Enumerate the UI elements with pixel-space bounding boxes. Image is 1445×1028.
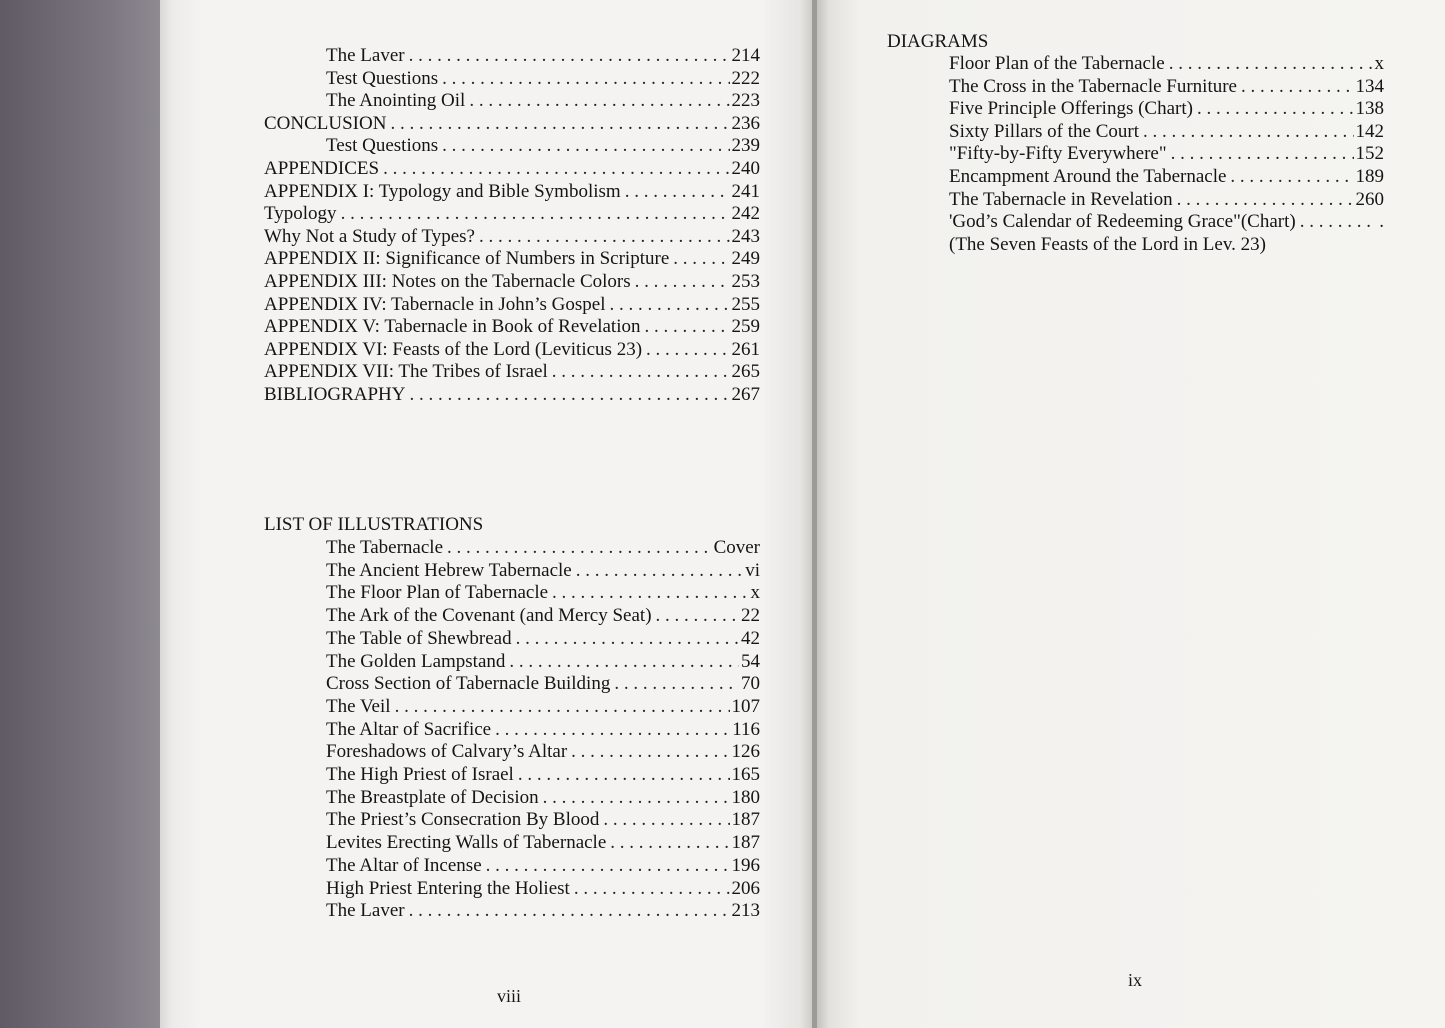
contents-entry <box>264 294 760 316</box>
contents-entry <box>326 135 760 157</box>
entry-title: Cross Section of Tabernacle Building <box>326 673 611 695</box>
leader-dots <box>552 361 730 383</box>
entry-title: Encampment Around the Tabernacle <box>949 166 1227 187</box>
illustration-entry <box>326 719 760 741</box>
diagrams-heading: DIAGRAMS <box>887 31 989 52</box>
diagram-entry <box>949 76 1384 98</box>
leader-dots <box>610 294 730 316</box>
contents-entry <box>264 113 760 135</box>
leader-dots <box>495 719 730 741</box>
page-number-right: ix <box>1128 970 1143 990</box>
contents-entry <box>264 271 760 293</box>
entry-title: The Laver <box>326 45 405 66</box>
entry-title: Test Questions <box>326 135 439 157</box>
entry-page-number: 54 <box>741 650 760 672</box>
entry-title: APPENDIX II: Significance of Numbers in Scripture <box>264 248 670 270</box>
entry-title: The Ark of the Covenant (and Mercy Seat) <box>326 605 652 627</box>
leader-dots <box>518 764 730 786</box>
entry-page-number: 241 <box>731 180 760 202</box>
entry-page-number: 253 <box>731 271 760 292</box>
illustration-entry <box>326 696 760 718</box>
book-gutter <box>812 0 817 1028</box>
illustration-entry <box>326 764 760 786</box>
entry-title: Typology <box>264 203 337 225</box>
diagram-entry <box>949 189 1384 211</box>
entry-title: Five Principle Offerings (Chart) <box>949 98 1193 120</box>
leader-dots <box>390 113 729 135</box>
entry-title: BIBLIOGRAPHY <box>264 384 406 405</box>
diagram-entry <box>949 121 1384 143</box>
illustration-entry <box>326 628 760 650</box>
contents-entry <box>264 248 760 270</box>
leader-dots <box>1143 121 1354 143</box>
entry-page-number: 138 <box>1355 98 1384 120</box>
entry-title: The High Priest of Israel <box>326 764 514 785</box>
entry-page-number: 222 <box>731 67 760 89</box>
leader-dots <box>486 855 730 877</box>
page-number-left: viii <box>497 986 522 1006</box>
entry-page-number: 116 <box>732 718 760 740</box>
entry-page-number: 126 <box>731 741 760 763</box>
entry-page-number: x <box>1374 53 1384 74</box>
entry-page-number: 180 <box>731 786 760 808</box>
leader-dots <box>409 900 730 922</box>
leader-dots <box>1197 98 1354 120</box>
entry-title: APPENDICES <box>264 158 380 179</box>
leader-dots <box>552 582 748 604</box>
entry-page-number: 243 <box>731 225 760 247</box>
illustration-entry <box>326 832 760 854</box>
leader-dots <box>1171 143 1354 165</box>
illustration-entry <box>326 787 760 809</box>
diagram-entry <box>949 166 1384 188</box>
entry-title: APPENDIX V: Tabernacle in Book of Revelation <box>264 316 641 338</box>
leader-dots <box>395 696 730 718</box>
entry-page-number: vi <box>745 559 760 581</box>
entry-page-number: 107 <box>731 695 760 717</box>
entry-page-number: 187 <box>731 809 760 831</box>
entry-title: "Fifty-by-Fifty Everywhere" <box>949 143 1167 165</box>
leader-dots <box>576 560 743 582</box>
entry-title: APPENDIX III: Notes on the Tabernacle Colors <box>264 271 631 292</box>
leader-dots <box>1241 76 1354 98</box>
entry-page-number: 267 <box>731 384 760 405</box>
leader-dots <box>571 741 729 763</box>
diagram-entry <box>949 143 1384 165</box>
entry-page-number: 165 <box>731 764 760 785</box>
leader-dots <box>635 271 730 293</box>
entry-title: The Golden Lampstand <box>326 650 506 672</box>
leader-dots <box>479 226 730 248</box>
entry-title: (The Seven Feasts of the Lord in Lev. 23) <box>949 233 1266 255</box>
entry-page-number: 22 <box>741 605 760 627</box>
leader-dots <box>409 384 729 406</box>
diagram-entry <box>949 53 1384 75</box>
entry-page-number: 152 <box>1355 143 1384 165</box>
entry-page-number: 196 <box>731 854 760 876</box>
leader-dots <box>614 673 739 695</box>
leader-dots <box>646 339 729 361</box>
illustration-entry <box>326 673 760 695</box>
leader-dots <box>1177 189 1354 211</box>
entry-title: APPENDIX IV: Tabernacle in John’s Gospel <box>264 293 606 315</box>
leader-dots <box>442 68 729 90</box>
entry-title: The Altar of Sacrifice <box>326 718 492 740</box>
leader-dots <box>603 809 729 831</box>
entry-page-number: 255 <box>731 293 760 315</box>
entry-page-number: 259 <box>731 316 760 338</box>
entry-title: APPENDIX VII: The Tribes of Israel <box>264 361 548 383</box>
entry-page-number: 213 <box>731 900 760 922</box>
illustration-entry <box>326 900 760 922</box>
scanner-background <box>0 0 160 1028</box>
contents-entry <box>264 226 760 248</box>
leader-dots <box>1300 211 1378 233</box>
entry-page-number: 223 <box>731 90 760 112</box>
entry-title: The Breastplate of Decision <box>326 786 539 808</box>
entry-title: 'God’s Calendar of Redeeming Grace"(Chart) <box>949 211 1296 233</box>
leader-dots <box>447 537 712 559</box>
illustration-entry <box>326 878 760 900</box>
leader-dots <box>543 787 730 809</box>
leader-dots <box>409 45 730 67</box>
entry-title: Floor Plan of the Tabernacle <box>949 53 1165 74</box>
contents-entry <box>264 181 760 203</box>
entry-title: Foreshadows of Calvary’s Altar <box>326 741 568 763</box>
leader-dots <box>1169 53 1373 75</box>
contents-entry <box>264 316 760 338</box>
contents-entry <box>264 158 760 180</box>
leader-dots <box>610 832 729 854</box>
entry-page-number: 240 <box>731 158 760 179</box>
leader-dots <box>341 203 730 225</box>
entry-page-number: 239 <box>731 135 760 157</box>
leader-dots <box>625 181 730 203</box>
contents-entry <box>264 203 760 225</box>
contents-entry <box>264 361 760 383</box>
contents-entry <box>326 90 760 112</box>
entry-title: APPENDIX I: Typology and Bible Symbolism <box>264 180 621 202</box>
entry-title: The Cross in the Tabernacle Furniture <box>949 75 1237 97</box>
entry-page-number: 189 <box>1355 166 1384 187</box>
entry-page-number: 236 <box>731 112 760 134</box>
illustration-entry <box>326 582 760 604</box>
illustration-entry <box>326 651 760 673</box>
entry-title: The Table of Shewbread <box>326 627 512 649</box>
entry-title: CONCLUSION <box>264 112 387 134</box>
entry-page-number: 265 <box>731 361 760 383</box>
leader-dots <box>469 90 729 112</box>
leader-dots <box>656 605 739 627</box>
entry-title: The Altar of Incense <box>326 854 482 876</box>
entry-page-number: 42 <box>741 627 760 649</box>
entry-title: The Priest’s Consecration By Blood <box>326 809 600 831</box>
entry-page-number: . <box>1379 211 1384 233</box>
illustration-entry <box>326 741 760 763</box>
leader-dots <box>1230 166 1353 188</box>
leader-dots <box>673 248 729 270</box>
entry-title: The Veil <box>326 695 391 717</box>
illustration-entry <box>326 855 760 877</box>
entry-page-number: 242 <box>731 203 760 225</box>
entry-page-number: 142 <box>1355 120 1384 142</box>
entry-page-number: 206 <box>731 877 760 899</box>
entry-title: The Tabernacle <box>326 537 443 558</box>
entry-title: The Floor Plan of Tabernacle <box>326 582 549 604</box>
entry-page-number: 249 <box>731 248 760 270</box>
contents-entry <box>264 384 760 406</box>
diagram-entry <box>949 211 1384 233</box>
leader-dots <box>645 316 730 338</box>
entry-title: Sixty Pillars of the Court <box>949 120 1139 142</box>
entry-page-number: 70 <box>741 673 760 695</box>
entry-page-number: 260 <box>1355 188 1384 210</box>
illustration-entry <box>326 560 760 582</box>
diagram-entry <box>949 98 1384 120</box>
entry-title: The Ancient Hebrew Tabernacle <box>326 559 572 581</box>
leader-dots <box>383 158 729 180</box>
illustration-entry <box>326 809 760 831</box>
entry-title: High Priest Entering the Holiest <box>326 877 570 899</box>
leader-dots <box>516 628 739 650</box>
leader-dots <box>509 651 739 673</box>
entry-page-number: 261 <box>731 338 760 360</box>
entry-page-number: 134 <box>1355 75 1384 97</box>
entry-page-number: x <box>750 582 760 604</box>
entry-title: The Laver <box>326 900 405 922</box>
diagram-entry <box>949 234 1384 256</box>
contents-entry <box>264 339 760 361</box>
entry-page-number: 214 <box>731 45 760 66</box>
illustration-entry <box>326 537 760 559</box>
entry-title: The Anointing Oil <box>326 90 466 112</box>
entry-title: The Tabernacle in Revelation <box>949 188 1173 210</box>
entry-title: APPENDIX VI: Feasts of the Lord (Leviticus 23) <box>264 338 643 360</box>
illustration-entry <box>326 605 760 627</box>
contents-entry <box>326 45 760 67</box>
contents-entry <box>326 68 760 90</box>
entry-page-number: 187 <box>731 832 760 854</box>
leader-dots <box>574 878 730 900</box>
entry-title: Why Not a Study of Types? <box>264 225 475 247</box>
entry-title: Test Questions <box>326 67 439 89</box>
entry-page-number: Cover <box>713 537 760 558</box>
entry-title: Levites Erecting Walls of Tabernacle <box>326 832 607 854</box>
leader-dots <box>442 135 729 157</box>
illustrations-heading: LIST OF ILLUSTRATIONS <box>264 514 484 535</box>
